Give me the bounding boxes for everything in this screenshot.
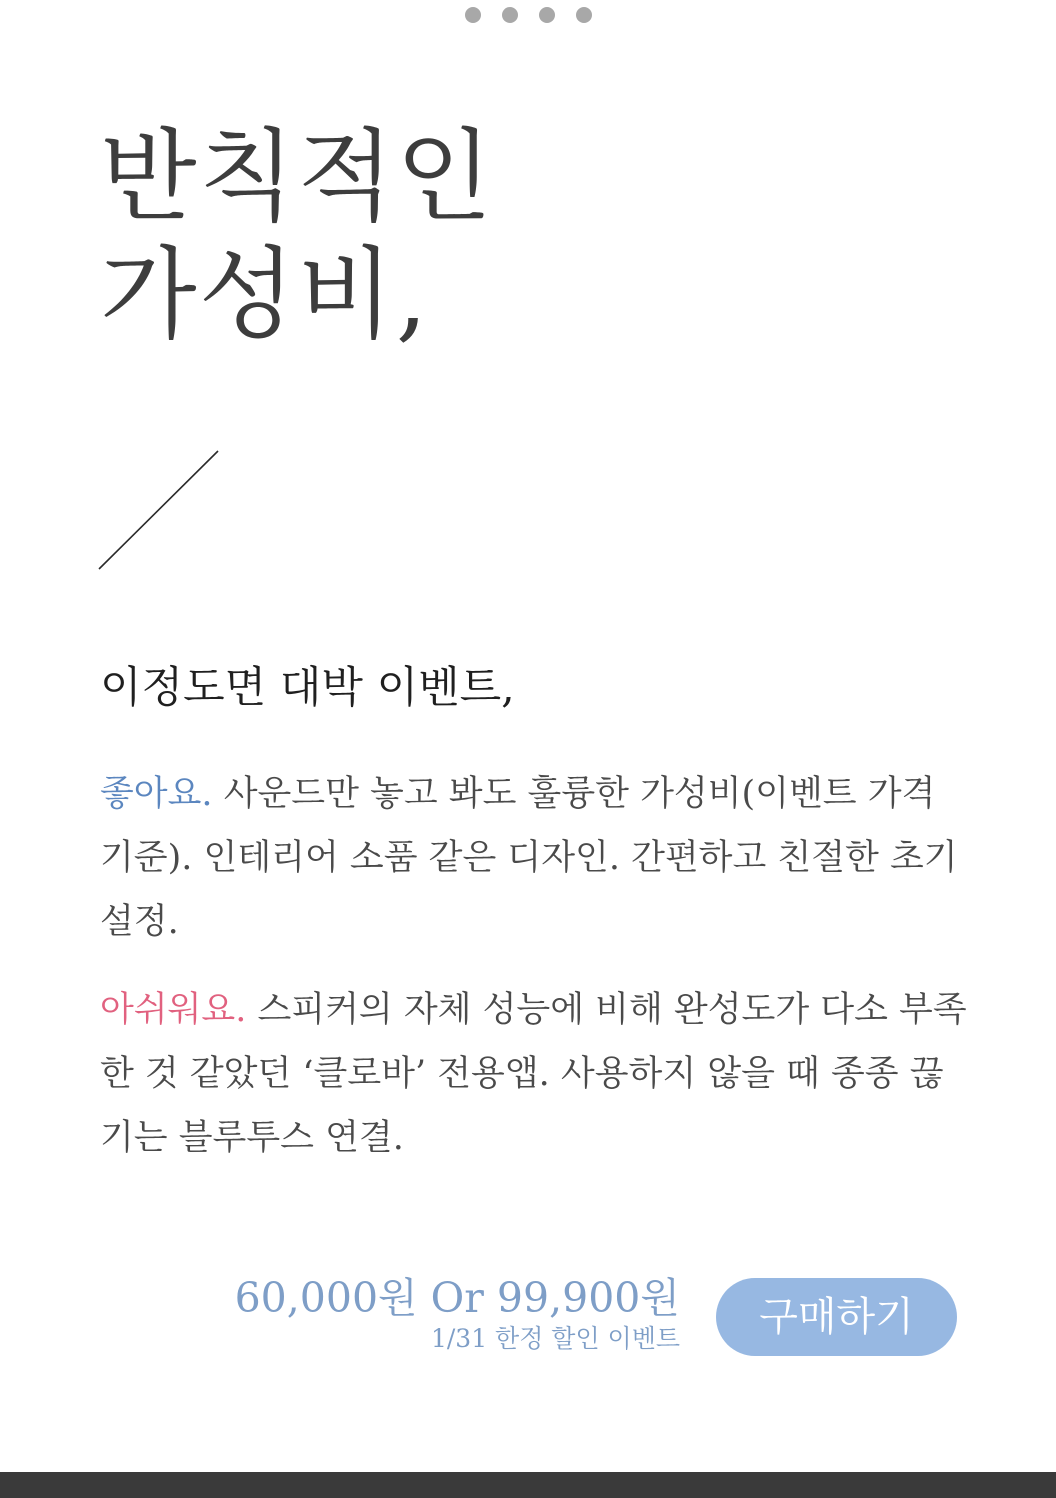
page-dot-2[interactable] (502, 7, 518, 23)
buy-button[interactable]: 구매하기 (716, 1278, 957, 1356)
page-dot-1[interactable] (465, 7, 481, 23)
page-indicator (0, 7, 1056, 23)
slash-divider (98, 450, 220, 570)
subheading: 이정도면 대박 이벤트, (100, 663, 515, 713)
headline-line-1: 반칙적인 (100, 118, 495, 235)
price-note: 1/31 한정 할인 이벤트 (430, 1324, 680, 1353)
pros-paragraph (100, 762, 970, 954)
page-dot-3[interactable] (539, 7, 555, 23)
price-text: 60,000원 Or 99,900원 (234, 1274, 680, 1322)
headline-line-2: 가성비, (100, 236, 430, 353)
cons-paragraph (100, 978, 970, 1170)
headline (100, 118, 494, 354)
page-dot-4[interactable] (576, 7, 592, 23)
pros-text: 사운드만 놓고 봐도 훌륭한 가성비(이벤트 가격 기준). 인테리어 소품 같은 디자인. 간편하고 친절한 초기 설정. (100, 774, 958, 942)
cons-text: 스피커의 자체 성능에 비해 완성도가 다소 부족한 것 같았던 ‘클로바’ 전용앱. 사용하지 않을 때 종종 끊기는 블루투스 연결. (100, 990, 967, 1158)
footer-bar (0, 1472, 1056, 1498)
cons-label: 아쉬워요. (100, 990, 247, 1030)
price-block (235, 1272, 680, 1354)
pros-label: 좋아요. (100, 774, 213, 814)
